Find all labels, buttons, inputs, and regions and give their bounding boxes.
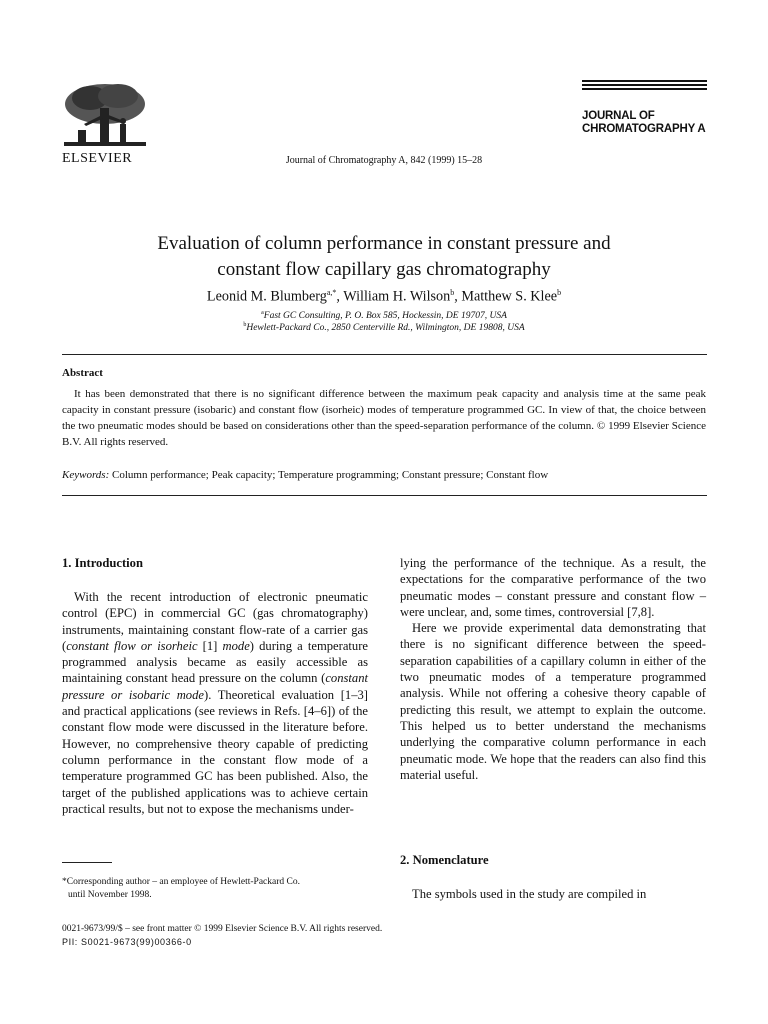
author-separator: , bbox=[336, 288, 344, 305]
column-right bbox=[400, 555, 706, 783]
paragraph bbox=[62, 589, 368, 817]
author-affiliation-mark: b bbox=[450, 288, 455, 297]
journal-rule bbox=[582, 88, 707, 90]
author-affiliation-mark: a,* bbox=[326, 288, 337, 297]
journal-name bbox=[582, 110, 706, 136]
journal-citation: Journal of Chromatography A, 842 (1999) 15–28 bbox=[285, 155, 483, 166]
column-left bbox=[62, 589, 368, 817]
divider-rule bbox=[62, 495, 707, 496]
author-separator: , bbox=[454, 288, 462, 305]
affiliation bbox=[60, 310, 708, 321]
footnote bbox=[62, 876, 368, 902]
keywords-label: Keywords: bbox=[62, 469, 110, 481]
author-name: Leonid M. Blumberg bbox=[206, 288, 327, 305]
footnote-line: until November 1998. bbox=[68, 890, 152, 900]
affiliation bbox=[60, 322, 708, 333]
abstract-text: It has been demonstrated that there is no significant difference between the maximum peak capacity and analysis time at the same peak capacity in constant pressure (isobaric) and constant flow (isorheic) modes of temperature programmed GC. In view of that, the choice between the two pneumatic modes should be based on considerations other than the speed-separation performance of the column. © 1999 Elsevier Science B.V. All rights reserved. bbox=[62, 388, 706, 448]
emphasis-text: constant pressure or isobaric mode bbox=[62, 671, 368, 702]
footnote-rule bbox=[62, 862, 112, 863]
paragraph: lying the performance of the technique. As a result, the expectations for the comparative performance of the two pneumatic modes – constant pressure and constant flow – were unclear, and, some times, controversial [7,8]. bbox=[400, 556, 706, 619]
copyright-line: 0021-9673/99/$ – see front matter © 1999 Elsevier Science B.V. All rights reserved. bbox=[62, 924, 383, 934]
pii-line: PII: S0021-9673(99)00366-0 bbox=[62, 937, 192, 947]
author-affiliation-mark: b bbox=[557, 288, 562, 297]
paragraph: The symbols used in the study are compiled in bbox=[412, 887, 647, 901]
footnote-line: *Corresponding author – an employee of Hewlett-Packard Co. bbox=[62, 877, 300, 887]
title-line2: constant flow capillary gas chromatography bbox=[217, 259, 551, 280]
section-heading-introduction: 1. Introduction bbox=[62, 556, 143, 570]
author-list bbox=[60, 288, 708, 306]
paragraph-text: ) during a temperature programmed analysis became as easily accessible as maintaining constant head pressure on the column ( bbox=[62, 638, 369, 686]
paragraph: Here we provide experimental data demonstrating that there is no significant difference between the speed-separation capabilities of a capillary column in either of the two pneumatic modes of a temperature programmed analysis. While not offering a cohesive theory capable of predicting this result, we attempt to explain the outcome. This helped us to better understand the mechanisms underlying the comparative column performance in each pneumatic mode. We hope that the readers can also find this material useful. bbox=[400, 621, 706, 782]
section-heading-nomenclature: 2. Nomenclature bbox=[400, 853, 489, 867]
affiliation-mark: a bbox=[261, 310, 264, 316]
journal-rule bbox=[582, 80, 707, 82]
journal-rule bbox=[582, 84, 707, 86]
paragraph-text: ). Theoretical evaluation [1–3] and practical applications (see reviews in Refs. [4–6]) of the constant flow mode were discussed in the literature before. However, no comprehensive theory capable of predicting column performance in the constant flow mode of a temperature programmed GC has been published. Also, the target of the published applications was to achieve certain practical results, but not to expose the mechanisms under- bbox=[62, 687, 368, 816]
author-name: Matthew S. Klee bbox=[461, 288, 558, 305]
affiliation-text: Hewlett-Packard Co., 2850 Centerville Rd., Wilmington, DE 19808, USA bbox=[246, 323, 525, 334]
author-name: William H. Wilson bbox=[343, 288, 451, 305]
affiliation-mark: b bbox=[243, 322, 247, 328]
title-line1: Evaluation of column performance in constant pressure and bbox=[157, 233, 611, 254]
emphasis-text: constant flow or isorheic bbox=[66, 638, 198, 653]
abstract-heading: Abstract bbox=[62, 367, 103, 379]
journal-name-line2: CHROMATOGRAPHY A bbox=[582, 123, 706, 135]
article-title bbox=[60, 231, 708, 283]
journal-name-line1: JOURNAL OF bbox=[582, 110, 655, 122]
elsevier-tree-logo bbox=[60, 80, 150, 150]
paragraph-text: [1] bbox=[197, 638, 223, 653]
publisher-name: ELSEVIER bbox=[62, 151, 133, 166]
copyright-block bbox=[62, 923, 382, 949]
emphasis-text: mode bbox=[222, 638, 250, 653]
affiliation-text: Fast GC Consulting, P. O. Box 585, Hockessin, DE 19707, USA bbox=[263, 311, 507, 322]
column-right-continued bbox=[400, 886, 706, 902]
keywords-list: Column performance; Peak capacity; Temperature programming; Constant pressure; Constant flow bbox=[112, 469, 549, 481]
divider-rule bbox=[62, 354, 707, 355]
paragraph-text: With the recent introduction of electronic pneumatic control (EPC) in commercial GC (gas chromatography) instruments, maintaining constant flow-rate of a carrier gas ( bbox=[62, 590, 368, 653]
keywords bbox=[62, 469, 706, 481]
